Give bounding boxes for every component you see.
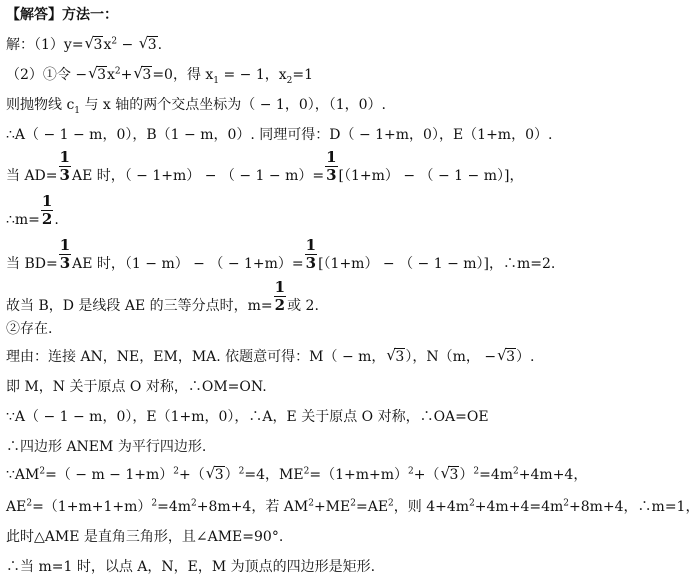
- fraction: $\frac{1}{3}$: [326, 148, 337, 184]
- sqrt-symbol: √ 3: [386, 346, 405, 365]
- line-exists: ②存在.: [6, 321, 53, 337]
- line-right-triangle: 此时△AME 是直角三角形，且∠AME=90°.: [6, 529, 284, 545]
- line-points: ∴A（ − 1 − m，0），B（1 − m，0）. 同理可得：D（ − 1+m，0），E（1+m，0）.: [6, 127, 553, 143]
- line-final-conclusion: ∴当 m=1 时，以点 A，N，E，M 为顶点的四边形是矩形.: [6, 559, 376, 575]
- sqrt-symbol: √ 3: [133, 64, 152, 83]
- sqrt-symbol: √ 3: [205, 464, 224, 483]
- sqrt-symbol: √ 3: [440, 464, 459, 483]
- fraction: $\frac{1}{2}$: [274, 278, 286, 314]
- line-reason: 理由：连接 AN，NE，EM，MA. 依题意可得：M（ − m， √ 3），N（m， − √ 3）.: [6, 346, 535, 365]
- line-part1: 解：（1）y= √ $3x^2$ − √ 3.: [6, 34, 163, 53]
- line-am-me: $\because AM^2=( - m - 1+m)^2+$（ √ 3）$^2$=4，$ME^2=(1+m+m)^2+$（ √ $3)^2=4m^2+4m+4$，: [6, 464, 588, 483]
- sqrt-symbol: √ 3: [497, 346, 515, 365]
- line-m-half: ∴m= $\frac{1}{2}$ .: [6, 192, 59, 228]
- sqrt-symbol: √ 3: [84, 34, 103, 53]
- sqrt-symbol: √ 3: [88, 64, 107, 83]
- method-label: 方法一：: [62, 7, 118, 23]
- solution-header: [6, 6, 118, 24]
- line-symmetry-mn: 即 M，N 关于原点 O 对称，∴OM=ON.: [6, 379, 267, 395]
- line-part2: （2）①令 − √ $3x^2+$ √ 3=0，得 $x_1$ = − 1，$x_2=1$: [6, 64, 314, 86]
- fraction: $\frac{1}{3}$: [59, 236, 71, 272]
- line-symmetry-ae: ∵A（ − 1 − m，0），E（1+m，0），∴A，E 关于原点 O 对称，∴OA=OE: [6, 409, 489, 425]
- fraction: $\frac{1}{3}$: [305, 236, 317, 272]
- line-conclusion-1: 故当 B，D 是线段 AE 的三等分点时，m= $\frac{1}{2}$ 或 2.: [6, 278, 319, 314]
- line-intersections: 则抛物线 $c_1$ 与 x 轴的两个交点坐标为（ − 1，0），（1，0）.: [6, 97, 386, 116]
- fraction: $\frac{1}{3}$: [59, 148, 70, 184]
- line-ae: $AE^2=(1+m+1+m)^2=4m^2+8m+4$，若 $AM^2+ME^2=AE^2$，则 $4+4m^2+4m+4=4m^2+8m+4$，∴m=1，: [6, 498, 699, 515]
- line-case-ad: 当 AD= $\frac{1}{3}$ AE 时，（ − 1+m） − （ − 1 − m）= $\frac{1}{3}$ [（1+m） − （ − 1 − m）]，: [6, 148, 524, 184]
- answer-label: 【解答】: [6, 7, 62, 23]
- sqrt-symbol: √ 3: [138, 34, 157, 53]
- fraction: $\frac{1}{2}$: [41, 192, 53, 228]
- line-parallelogram: ∴四边形 ANEM 为平行四边形.: [6, 439, 207, 455]
- line-case-bd: 当 BD= $\frac{1}{3}$ AE 时，（1 − m） − （ − 1+m）= $\frac{1}{3}$ [（1+m） − （ − 1 − m）]，∴m=2.: [6, 236, 556, 272]
